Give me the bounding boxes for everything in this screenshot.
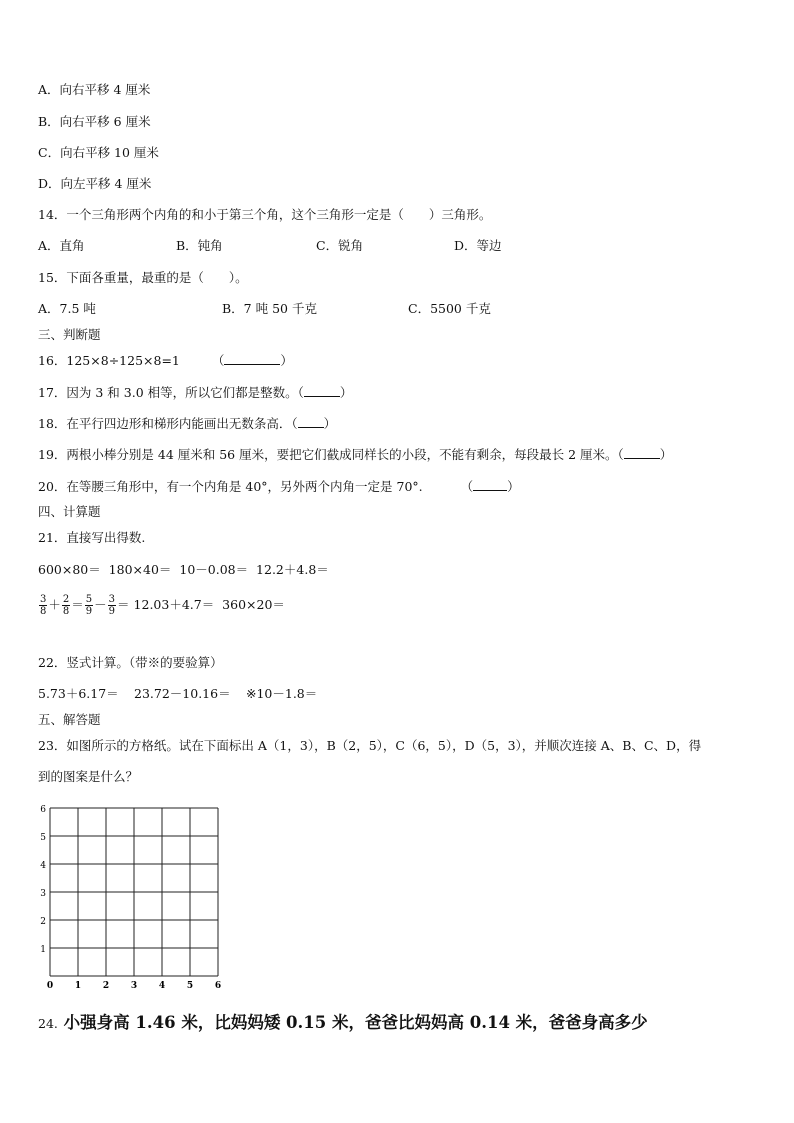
q24-text: 小强身高 1.46 米，比妈妈矮 0.15 米，爸爸比妈妈高 0.14 米，爸爸身高多少 xyxy=(63,1013,648,1032)
fraction: $\frac{5}{9}$ xyxy=(85,594,93,617)
coordinate-grid xyxy=(34,804,234,998)
x-tick-label: 2 xyxy=(102,981,110,991)
q17-close-paren: ） xyxy=(339,385,353,400)
q21-stem: 21．直接写出得数. xyxy=(38,530,146,545)
q13-option-b: B．向右平移 6 厘米 xyxy=(38,114,151,129)
q18-answer-blank[interactable] xyxy=(298,416,324,428)
q14-option-c: C．锐角 xyxy=(316,238,364,253)
q24 xyxy=(38,1012,648,1035)
q13-option-c: C．向右平移 10 厘米 xyxy=(38,145,159,160)
q17-answer-blank[interactable] xyxy=(304,385,340,397)
q16 xyxy=(38,353,293,369)
q16-open-paren: （ xyxy=(211,353,225,368)
q21-row-1: 600×80＝ 180×40＝ 10－0.08＝ 12.2＋4.8＝ xyxy=(38,562,329,577)
q23-line-1: 23．如图所示的方格纸。试在下面标出 A（1，3），B（2，5），C（6，5），D（5，3），并顺次连接 A、B、C、D，得 xyxy=(38,738,702,753)
q19-text: 19．两根小棒分别是 44 厘米和 56 厘米，要把它们截成同样长的小段，不能有剩余，每段最长 2 厘米。（ xyxy=(38,447,624,462)
q18-text: 18．在平行四边形和梯形内能画出无数条高．（ xyxy=(38,416,298,431)
q20-answer-blank[interactable] xyxy=(473,479,507,491)
x-tick-label: 0 xyxy=(46,981,54,991)
q19-close-paren: ） xyxy=(659,447,673,462)
q14-option-d: D．等边 xyxy=(454,238,502,253)
q20-close-paren: ） xyxy=(507,479,520,494)
q19 xyxy=(38,447,672,463)
section-heading-solutions: 五、解答题 xyxy=(38,712,101,727)
fraction: $\frac{3}{9}$ xyxy=(108,594,116,617)
q24-number: 24. xyxy=(38,1016,58,1031)
q21-row-2-rest: 12.03＋4.7＝ 360×20＝ xyxy=(133,597,285,612)
q17-text: 17．因为 3 和 3.0 相等，所以它们都是整数。（ xyxy=(38,385,304,400)
q14-option-b: B．钝角 xyxy=(176,238,223,253)
q16-answer-blank[interactable] xyxy=(224,353,280,365)
q15-option-a: A．7.5 吨 xyxy=(38,301,96,316)
y-tick-label: 4 xyxy=(40,861,46,871)
q15-option-b: B．7 吨 50 千克 xyxy=(222,301,317,316)
section-heading-calculation: 四、计算题 xyxy=(38,504,101,519)
y-tick-label: 1 xyxy=(40,945,46,955)
q21-row-2: $\frac{3}{8}$ ＋ $\frac{2}{8}$ ＝ $\frac{5}{9}$ － $\frac{3}{9}$ ＝ 12.03＋4.7＝ 360×20＝ xyxy=(40,594,285,617)
grid-svg xyxy=(34,804,234,994)
q18-close-paren: ） xyxy=(323,416,337,431)
q22-stem: 22．竖式计算。（带※的要验算） xyxy=(38,655,223,670)
x-tick-label: 6 xyxy=(214,981,222,991)
q13-option-d: D．向左平移 4 厘米 xyxy=(38,176,152,191)
q15-option-c: C．5500 千克 xyxy=(408,301,491,316)
y-tick-label: 5 xyxy=(40,833,46,843)
section-heading-judgement: 三、判断题 xyxy=(38,327,101,342)
q14-stem: 14．一个三角形两个内角的和小于第三个角，这个三角形一定是（ ）三角形。 xyxy=(38,207,492,222)
q20-text: 20．在等腰三角形中，有一个内角是 40°，另外两个内角一定是 70°. xyxy=(38,479,423,494)
fraction: $\frac{3}{8}$ xyxy=(40,594,47,617)
q22-item-3: ※10－1.8＝ xyxy=(246,686,318,701)
q14-option-a: A．直角 xyxy=(38,238,85,253)
q20-open-paren: （ xyxy=(460,479,474,494)
q17 xyxy=(38,385,352,401)
y-tick-label: 6 xyxy=(40,805,46,815)
x-tick-label: 4 xyxy=(158,981,166,991)
q22-item-2: 23.72－10.16＝ xyxy=(134,686,231,701)
q15-stem: 15．下面各重量，最重的是（ ）。 xyxy=(38,270,248,285)
y-tick-label: 3 xyxy=(40,889,46,899)
y-tick-label: 2 xyxy=(40,917,46,927)
fraction: $\frac{2}{8}$ xyxy=(62,594,70,617)
q18 xyxy=(38,416,336,432)
x-tick-label: 5 xyxy=(186,981,194,991)
q13-option-a: A．向右平移 4 厘米 xyxy=(38,82,151,97)
q16-close-paren: ） xyxy=(280,353,293,368)
x-tick-label: 3 xyxy=(130,981,138,991)
q19-answer-blank[interactable] xyxy=(624,447,660,459)
q22-item-1: 5.73＋6.17＝ xyxy=(38,686,119,701)
x-tick-label: 1 xyxy=(74,981,82,991)
q20 xyxy=(38,479,520,495)
q16-text: 16．125×8÷125×8=1 xyxy=(38,353,180,368)
q23-line-2: 到的图案是什么？ xyxy=(38,769,139,784)
